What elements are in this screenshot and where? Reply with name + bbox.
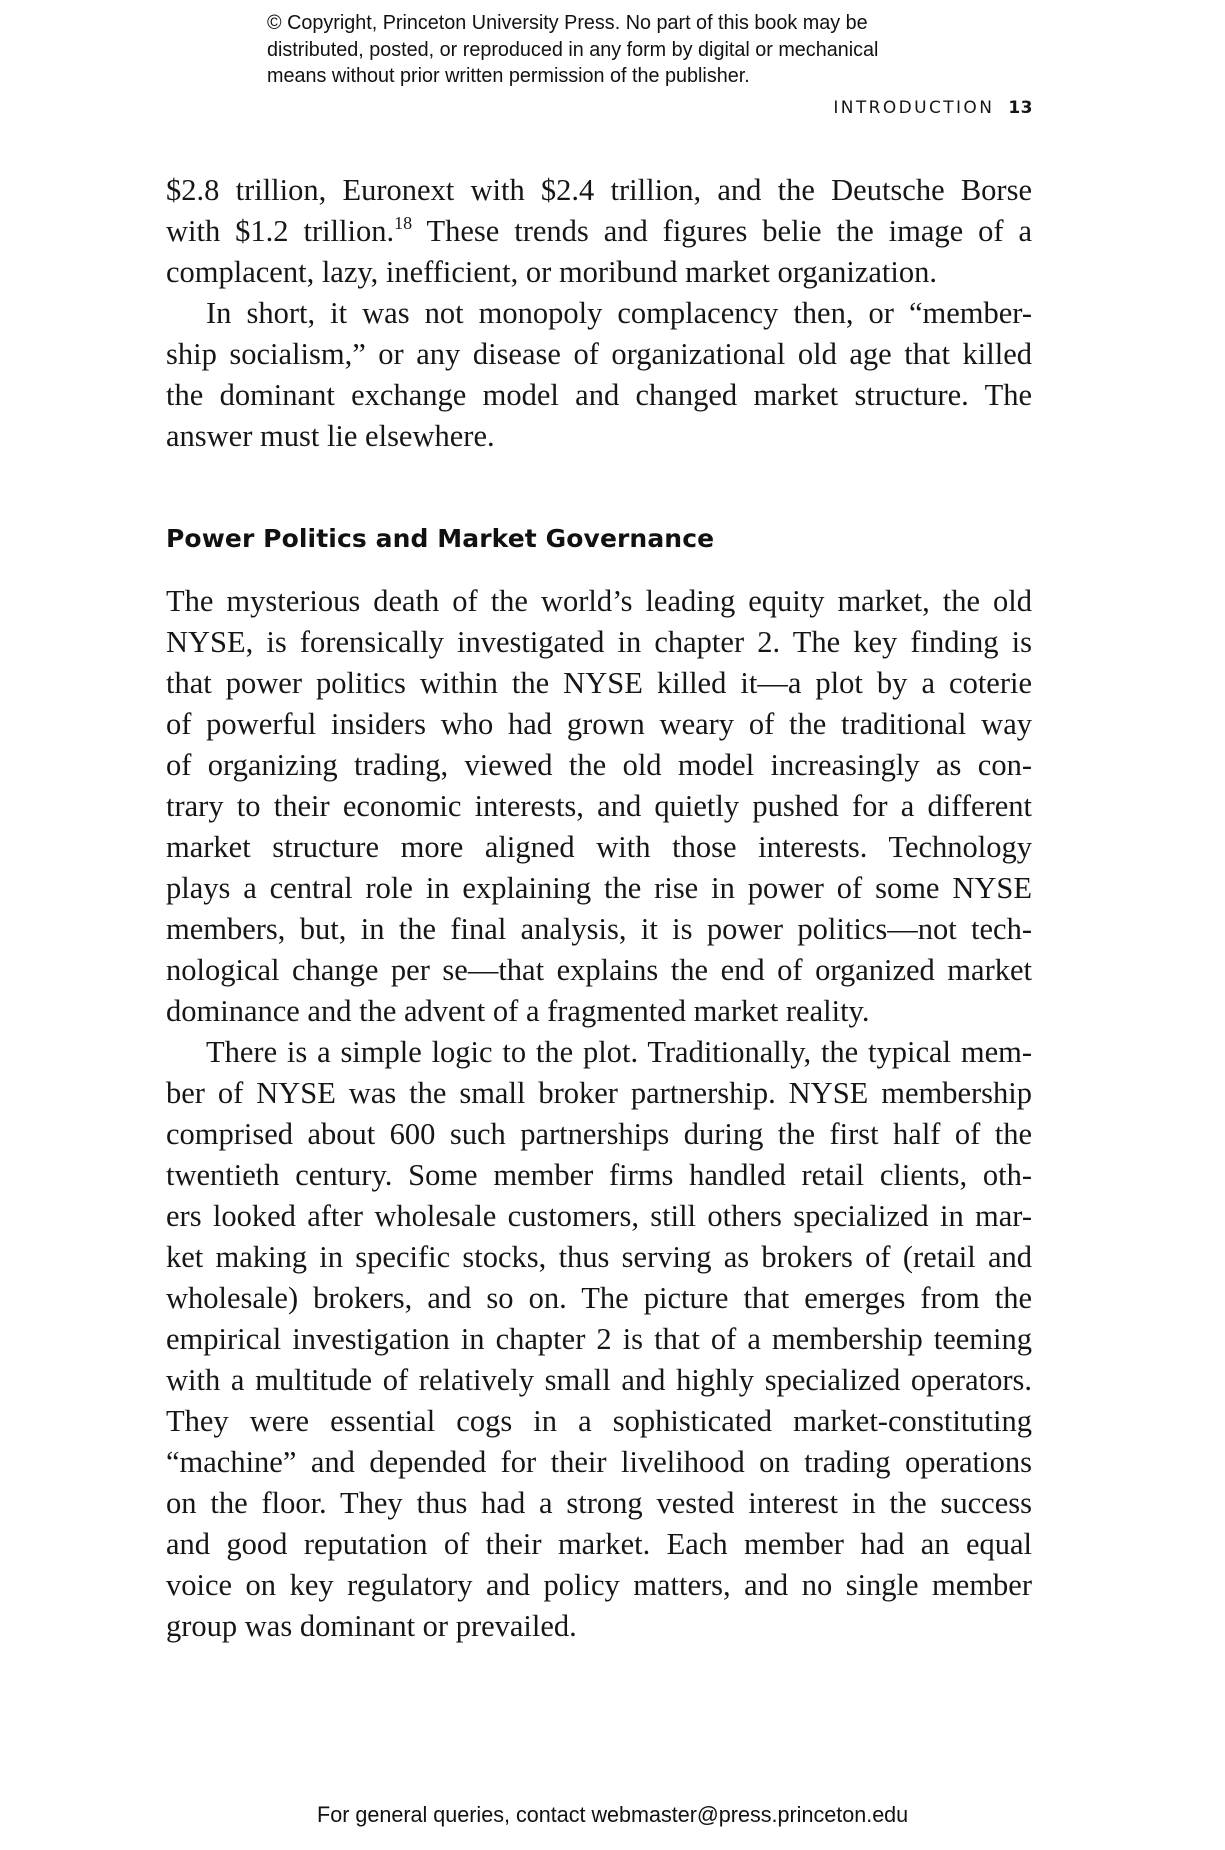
text-line: wholesale) brokers, and so on. The picture that emerges from the bbox=[166, 1281, 1032, 1315]
text-line bbox=[166, 211, 1032, 252]
text-fragment: These trends and figures belie the image of a bbox=[412, 214, 1033, 248]
copyright-notice bbox=[267, 10, 962, 90]
copyright-line: means without prior written permission of the publisher. bbox=[267, 64, 750, 87]
paragraph bbox=[166, 1032, 1032, 1647]
text-fragment: with $1.2 trillion. bbox=[166, 214, 395, 248]
text-line: In short, it was not monopoly complacency then, or “member- bbox=[206, 296, 1032, 330]
text-line: They were essential cogs in a sophisticated market-constituting bbox=[166, 1404, 1032, 1438]
text-line: $2.8 trillion, Euronext with $2.4 trillion, and the Deutsche Borse bbox=[166, 173, 1032, 207]
section-text bbox=[166, 581, 1032, 1647]
text-line: answer must lie elsewhere. bbox=[166, 419, 495, 453]
text-line: that power politics within the NYSE killed it—a plot by a coterie bbox=[166, 666, 1032, 700]
footnote-reference[interactable]: 18 bbox=[394, 213, 413, 233]
continuation-text bbox=[166, 170, 1032, 457]
text-line: the dominant exchange model and changed market structure. The bbox=[166, 378, 1032, 412]
text-line: group was dominant or prevailed. bbox=[166, 1609, 577, 1643]
text-line: empirical investigation in chapter 2 is that of a membership teeming bbox=[166, 1322, 1032, 1356]
text-line: ket making in specific stocks, thus serving as brokers of (retail and bbox=[166, 1240, 1032, 1274]
text-line: twentieth century. Some member firms handled retail clients, oth- bbox=[166, 1158, 1032, 1192]
running-head-section: INTRODUCTION bbox=[833, 98, 995, 118]
footer bbox=[0, 1801, 1225, 1829]
page-number: 13 bbox=[1008, 98, 1033, 118]
text-line: ers looked after wholesale customers, still others specialized in mar- bbox=[166, 1199, 1032, 1233]
text-line: voice on key regulatory and policy matters, and no single member bbox=[166, 1568, 1032, 1602]
paragraph bbox=[166, 581, 1032, 1032]
text-line: plays a central role in explaining the rise in power of some NYSE bbox=[166, 871, 1032, 905]
text-line: ship socialism,” or any disease of organizational old age that killed bbox=[166, 337, 1032, 371]
text-line: dominance and the advent of a fragmented market reality. bbox=[166, 994, 870, 1028]
text-line: on the floor. They thus had a strong vested interest in the success bbox=[166, 1486, 1032, 1520]
copyright-line: © Copyright, Princeton University Press. No part of this book may be bbox=[267, 11, 868, 34]
text-line: ber of NYSE was the small broker partnership. NYSE membership bbox=[166, 1076, 1032, 1110]
text-line: “machine” and depended for their livelihood on trading operations bbox=[166, 1445, 1032, 1479]
text-line: market structure more aligned with those interests. Technology bbox=[166, 830, 1032, 864]
section-heading: Power Politics and Market Governance bbox=[166, 524, 715, 553]
text-line: trary to their economic interests, and quietly pushed for a different bbox=[166, 789, 1032, 823]
text-line: with a multitude of relatively small and highly specialized operators. bbox=[166, 1363, 1032, 1397]
text-line: The mysterious death of the world’s leading equity market, the old bbox=[166, 584, 1032, 618]
text-line: of powerful insiders who had grown weary of the traditional way bbox=[166, 707, 1032, 741]
paragraph bbox=[166, 293, 1032, 457]
text-line: of organizing trading, viewed the old model increasingly as con- bbox=[166, 748, 1032, 782]
text-line: NYSE, is forensically investigated in chapter 2. The key finding is bbox=[166, 625, 1032, 659]
text-line: complacent, lazy, inefficient, or moribund market organization. bbox=[166, 255, 937, 289]
copyright-line: distributed, posted, or reproduced in any form by digital or mechanical bbox=[267, 37, 879, 61]
text-line: members, but, in the final analysis, it is power politics—not tech- bbox=[166, 912, 1032, 946]
footer-contact-text: For general queries, contact webmaster@press.princeton.edu bbox=[316, 1802, 909, 1827]
running-head bbox=[833, 97, 1033, 119]
text-line: comprised about 600 such partnerships during the first half of the bbox=[166, 1117, 1032, 1151]
paragraph bbox=[166, 170, 1032, 293]
text-line: nological change per se—that explains the end of organized market bbox=[166, 953, 1032, 987]
text-line: and good reputation of their market. Each member had an equal bbox=[166, 1527, 1032, 1561]
text-line: There is a simple logic to the plot. Traditionally, the typical mem- bbox=[206, 1035, 1032, 1069]
